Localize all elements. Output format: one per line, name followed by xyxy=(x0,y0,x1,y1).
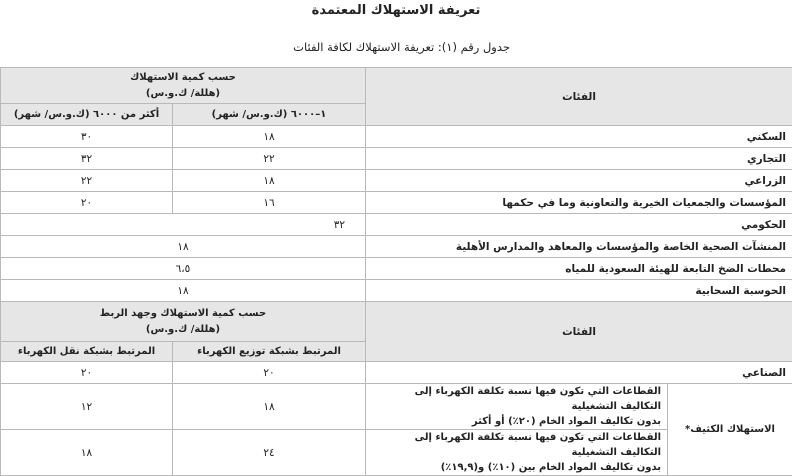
tariff-table xyxy=(0,67,792,476)
row-value: ٢٢ xyxy=(1,170,173,192)
group-header-unit: (هللة/ ك.و.س) xyxy=(7,322,359,338)
col-header-distribution: المرتبط بشبكة توزيع الكهرباء xyxy=(173,342,366,362)
table-row xyxy=(1,126,792,148)
row-value: ٢٠ xyxy=(173,362,366,384)
row-category: التجاري xyxy=(366,148,792,170)
group-header-unit: (هللة/ ك.و.س) xyxy=(7,86,359,102)
table-row xyxy=(1,236,792,258)
row-value: ١٢ xyxy=(1,384,173,430)
row-category: محطات الضخ التابعة للهيئة السعودية للمياه xyxy=(366,258,792,280)
table-row xyxy=(1,362,792,384)
col-header-1-6000: ١–٦٠٠٠ (ك.و.س/ شهر) xyxy=(173,104,366,126)
row-category-line: بدون تكاليف المواد الخام بين (١٠٪) و(١٩,٩٪) xyxy=(372,460,661,475)
row-value: ٢٠ xyxy=(1,362,173,384)
row-category-line: القطاعات التي تكون فيها نسبة تكلفة الكهرباء إلى التكاليف التشغيلية xyxy=(372,384,661,414)
heavy-consumption-label: الاستهلاك الكثيف* xyxy=(668,384,792,476)
row-category: المؤسسات والجمعيات الخيرية والتعاونية وما في حكمها xyxy=(366,192,792,214)
row-value: ٣٢ xyxy=(1,148,173,170)
table-row xyxy=(1,214,792,236)
row-value: ٢٢ xyxy=(173,148,366,170)
row-category: الصناعي xyxy=(366,362,792,384)
group-header-title: حسب كمية الاستهلاك xyxy=(7,70,359,86)
row-value: ٦،٥ xyxy=(1,258,366,280)
row-value: ١٦ xyxy=(173,192,366,214)
table-row xyxy=(1,280,792,302)
table-row xyxy=(1,258,792,280)
category-header: الفئات xyxy=(366,68,792,126)
table-row xyxy=(1,192,792,214)
row-value: ٢٤ xyxy=(173,430,366,476)
col-header-transmission: المرتبط بشبكة نقل الكهرباء xyxy=(1,342,173,362)
table-row xyxy=(1,170,792,192)
connection-group-header xyxy=(1,302,366,342)
page-title: تعريفة الاستهلاك المعتمدة xyxy=(0,3,792,18)
row-category xyxy=(366,384,668,430)
row-value: ١٨ xyxy=(1,430,173,476)
row-category: السكني xyxy=(366,126,792,148)
table-caption: جدول رقم (١): تعريفة الاستهلاك لكافة الفئات xyxy=(293,40,510,54)
table-row xyxy=(1,148,792,170)
consumption-group-header xyxy=(1,68,366,104)
row-value: ١٨ xyxy=(1,280,366,302)
table-row xyxy=(1,384,792,430)
row-category: المنشآت الصحية الخاصة والمؤسسات والمعاهد والمدارس الأهلية xyxy=(366,236,792,258)
row-category-line: القطاعات التي تكون فيها نسبة تكلفة الكهرباء إلى التكاليف التشغيلية xyxy=(372,430,661,460)
row-value: ٢٠ xyxy=(1,192,173,214)
row-value: ١٨ xyxy=(173,170,366,192)
row-value: ٣٠ xyxy=(1,126,173,148)
row-value: ١٨ xyxy=(173,384,366,430)
row-category-line: بدون تكاليف المواد الخام (٢٠٪) أو أكثر xyxy=(372,414,661,429)
row-value: ١٨ xyxy=(173,126,366,148)
group-header-title: حسب كمية الاستهلاك وجهد الربط xyxy=(7,306,359,322)
col-header-over-6000: أكثر من ٦٠٠٠ (ك.و.س/ شهر) xyxy=(1,104,173,126)
row-category: الزراعي xyxy=(366,170,792,192)
category-header-2: الفئات xyxy=(366,302,792,362)
row-category: الحكومي xyxy=(366,214,792,236)
row-category xyxy=(366,430,668,476)
row-value: ٣٢ xyxy=(1,214,366,236)
row-category: الحوسبة السحابية xyxy=(366,280,792,302)
row-value: ١٨ xyxy=(1,236,366,258)
